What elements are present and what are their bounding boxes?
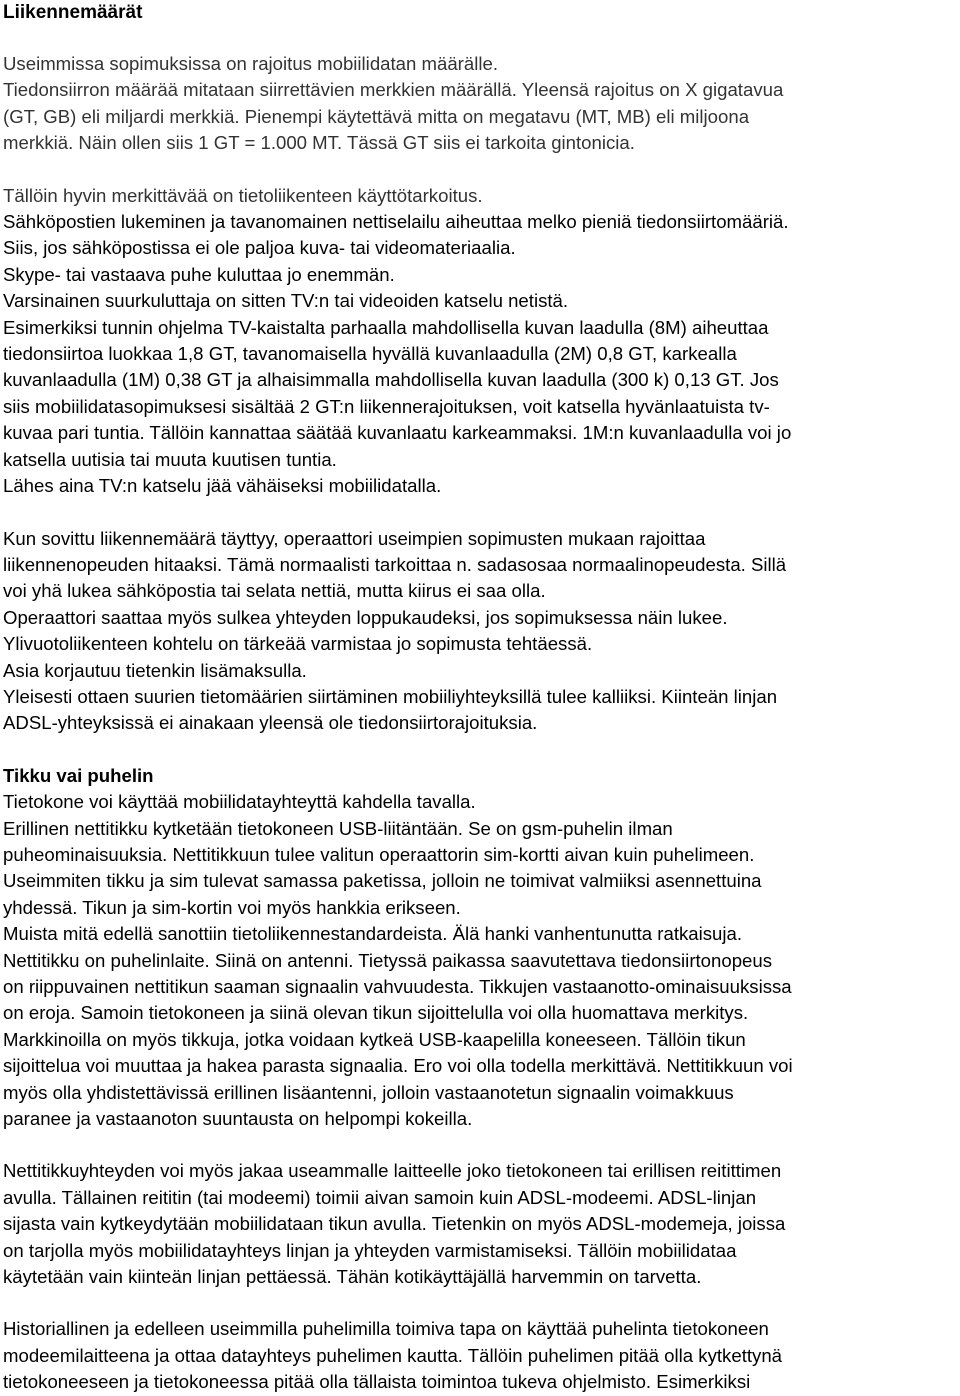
text-line: (GT, GB) eli miljardi merkkiä. Pienempi käytettävä mitta on megatavu (MT, MB) eli miljoona bbox=[3, 105, 750, 127]
tv-example-paragraph bbox=[3, 315, 960, 500]
text-line: Erillinen nettitikku kytketään tietokoneen USB-liitäntään. Se on gsm-puhelin ilman bbox=[3, 817, 673, 839]
text-line: Skype- tai vastaava puhe kuluttaa jo enemmän. bbox=[3, 263, 395, 285]
text-line: Muista mitä edellä sanottiin tietoliikennestandardeista. Älä hanki vanhentunutta ratkaisuja. bbox=[3, 923, 743, 945]
text-line: Ylivuotoliikenteen kohtelu on tärkeää varmistaa jo sopimusta tehtäessä. bbox=[3, 633, 593, 655]
text-line: on eroja. Samoin tietokoneen ja siinä olevan tikun sijoittelulla voi olla huomattava merkitys. bbox=[3, 1002, 749, 1024]
text-line: myös olla yhdistettävissä erillinen lisäantenni, jolloin vastaanotetun signaalin voimakkuus bbox=[3, 1081, 734, 1103]
text-line: kuvanlaadulla (1M) 0,38 GT ja alhaisimmalla mahdollisella kuvan laadulla (300 k) 0,13 GT. Jos bbox=[3, 369, 779, 391]
text-line: Sähköpostien lukeminen ja tavanomainen nettiselailu aiheuttaa melko pieniä tiedonsiirtomääriä. bbox=[3, 211, 789, 233]
text-line: Esimerkiksi tunnin ohjelma TV-kaistalta parhaalla mahdollisella kuvan laadulla (8M) aiheuttaa bbox=[3, 316, 769, 338]
text-line: katsella uutisia tai muuta kuutisen tuntia. bbox=[3, 448, 337, 470]
text-line: Asia korjautuu tietenkin lisämaksulla. bbox=[3, 659, 307, 681]
text-line: kuvaa pari tuntia. Tällöin kannattaa säätää kuvanlaatu karkeammaksi. 1M:n kuvanlaadulla voi jo bbox=[3, 422, 792, 444]
text-line: sijasta vain kytkeydytään mobiilidataan tikun avulla. Tietenkin on myös ADSL-modemeja, joissa bbox=[3, 1213, 786, 1235]
text-line: yhdessä. Tikun ja sim-kortin voi myös hankkia erikseen. bbox=[3, 896, 461, 918]
text-line: Historiallinen ja edelleen useimmilla puhelimilla toimiva tapa on käyttää puhelinta tietokoneen bbox=[3, 1318, 769, 1340]
section-heading: Tikku vai puhelin bbox=[3, 764, 154, 786]
text-line: voi yhä lukea sähköpostia tai selata nettiä, mutta kiirus ei saa olla. bbox=[3, 580, 546, 602]
text-line: Yleisesti ottaen suurien tietomäärien siirtäminen mobiiliyhteyksillä tulee kalliiksi. Kiinteän linjan bbox=[3, 685, 778, 707]
text-line: Varsinainen suurkuluttaja on sitten TV:n tai videoiden katselu netistä. bbox=[3, 290, 569, 312]
text-line: Tiedonsiirron määrää mitataan siirrettävien merkkien määrällä. Yleensä rajoitus on X gigatavua bbox=[3, 79, 784, 101]
text-line: Tietokone voi käyttää mobiilidatayhteyttä kahdella tavalla. bbox=[3, 791, 476, 813]
text-line: modeemilaitteena ja ottaa datayhteys puhelimen kautta. Tällöin puhelimen pitää olla kytkettynä bbox=[3, 1344, 783, 1366]
spacer bbox=[3, 1290, 960, 1316]
spacer bbox=[3, 737, 960, 763]
sharing-paragraph bbox=[3, 1158, 960, 1290]
text-line: Operaattori saattaa myös sulkea yhteyden loppukaudeksi, jos sopimuksessa näin lukee. bbox=[3, 606, 728, 628]
text-line: Siis, jos sähköpostissa ei ole paljoa kuva- tai videomateriaalia. bbox=[3, 237, 516, 259]
text-line: Kun sovittu liikennemäärä täyttyy, operaattori useimpien sopimusten mukaan rajoittaa bbox=[3, 527, 706, 549]
spacer bbox=[3, 26, 960, 52]
text-line: tietokoneeseen ja tietokoneessa pitää olla tällaista toimintoa tukeva ohjelmisto. Esimerkiksi bbox=[3, 1371, 751, 1393]
text-line: liikennenopeuden hitaaksi. Tämä normaalisti tarkoittaa n. sadasosaa normaalinopeudesta. Sillä bbox=[3, 553, 787, 575]
text-line: on tarjolla myös mobiilidatayhteys linjan ja yhteyden varmistamiseksi. Tällöin mobiilidataa bbox=[3, 1239, 737, 1261]
limit-paragraph bbox=[3, 526, 960, 737]
spacer bbox=[3, 157, 960, 183]
phone-modem-paragraph bbox=[3, 1316, 960, 1395]
text-line: ADSL-yhteyksissä ei ainakaan yleensä ole tiedonsiirtorajoituksia. bbox=[3, 712, 538, 734]
text-line: siis mobiilidatasopimuksesi sisältää 2 GT:n liikennerajoituksen, voit katsella hyvänlaatuista tv- bbox=[3, 395, 770, 417]
text-line: Lähes aina TV:n katselu jää vähäiseksi mobiilidatalla. bbox=[3, 475, 442, 497]
text-line: puheominaisuuksia. Nettitikkuun tulee valitun operaattorin sim-kortti aivan kuin puhelimeen. bbox=[3, 843, 755, 865]
text-line: on riippuvainen nettitikun saaman signaalin vahvuudesta. Tikkujen vastaanotto-ominaisuuksissa bbox=[3, 976, 792, 997]
text-line: sijoittelua voi muuttaa ja hakea parasta signaalia. Ero voi olla todella merkittävä. Nettitikkuun voi bbox=[3, 1055, 793, 1077]
text-line: Useimmissa sopimuksissa on rajoitus mobiilidatan määrälle. bbox=[3, 53, 498, 74]
text-line: käytetään vain kiinteän linjan pettäessä. Tähän kotikäyttäjällä harvemmin on tarvetta. bbox=[3, 1266, 702, 1288]
text-line: Markkinoilla on myös tikkuja, jotka voidaan kytkeä USB-kaapelilla koneeseen. Tällöin tikun bbox=[3, 1028, 746, 1050]
text-line: avulla. Tällainen reititin (tai modeemi) toimii aivan samoin kuin ADSL-modeemi. ADSL-linjan bbox=[3, 1186, 757, 1208]
text-line: tiedonsiirtoa luokkaa 1,8 GT, tavanomaisella hyvällä kuvanlaadulla (2M) 0,8 GT, karkealla bbox=[3, 343, 737, 365]
text-line: Nettitikku on puhelinlaite. Siinä on antenni. Tietyssä paikassa saavutettava tiedonsiirtonopeus bbox=[3, 949, 773, 971]
usage-paragraph bbox=[3, 183, 960, 315]
text-line: paranee ja vastaanoton suuntausta on helpompi kokeilla. bbox=[3, 1108, 473, 1130]
stick-or-phone-section bbox=[3, 763, 960, 1133]
intro-paragraph bbox=[3, 51, 960, 157]
spacer bbox=[3, 500, 960, 526]
spacer bbox=[3, 1132, 960, 1158]
text-line: Nettitikkuyhteyden voi myös jakaa useammalle laitteelle joko tietokoneen tai erillisen reitittimen bbox=[3, 1160, 782, 1182]
text-line: merkkiä. Näin ollen siis 1 GT = 1.000 MT. Tässä GT siis ei tarkoita gintonicia. bbox=[3, 132, 635, 154]
text-line: Tällöin hyvin merkittävää on tietoliikenteen käyttötarkoitus. bbox=[3, 184, 483, 206]
text-line: Useimmiten tikku ja sim tulevat samassa paketissa, jolloin ne toimivat valmiiksi asennettuina bbox=[3, 870, 762, 892]
page-title: Liikennemäärät bbox=[3, 2, 143, 23]
